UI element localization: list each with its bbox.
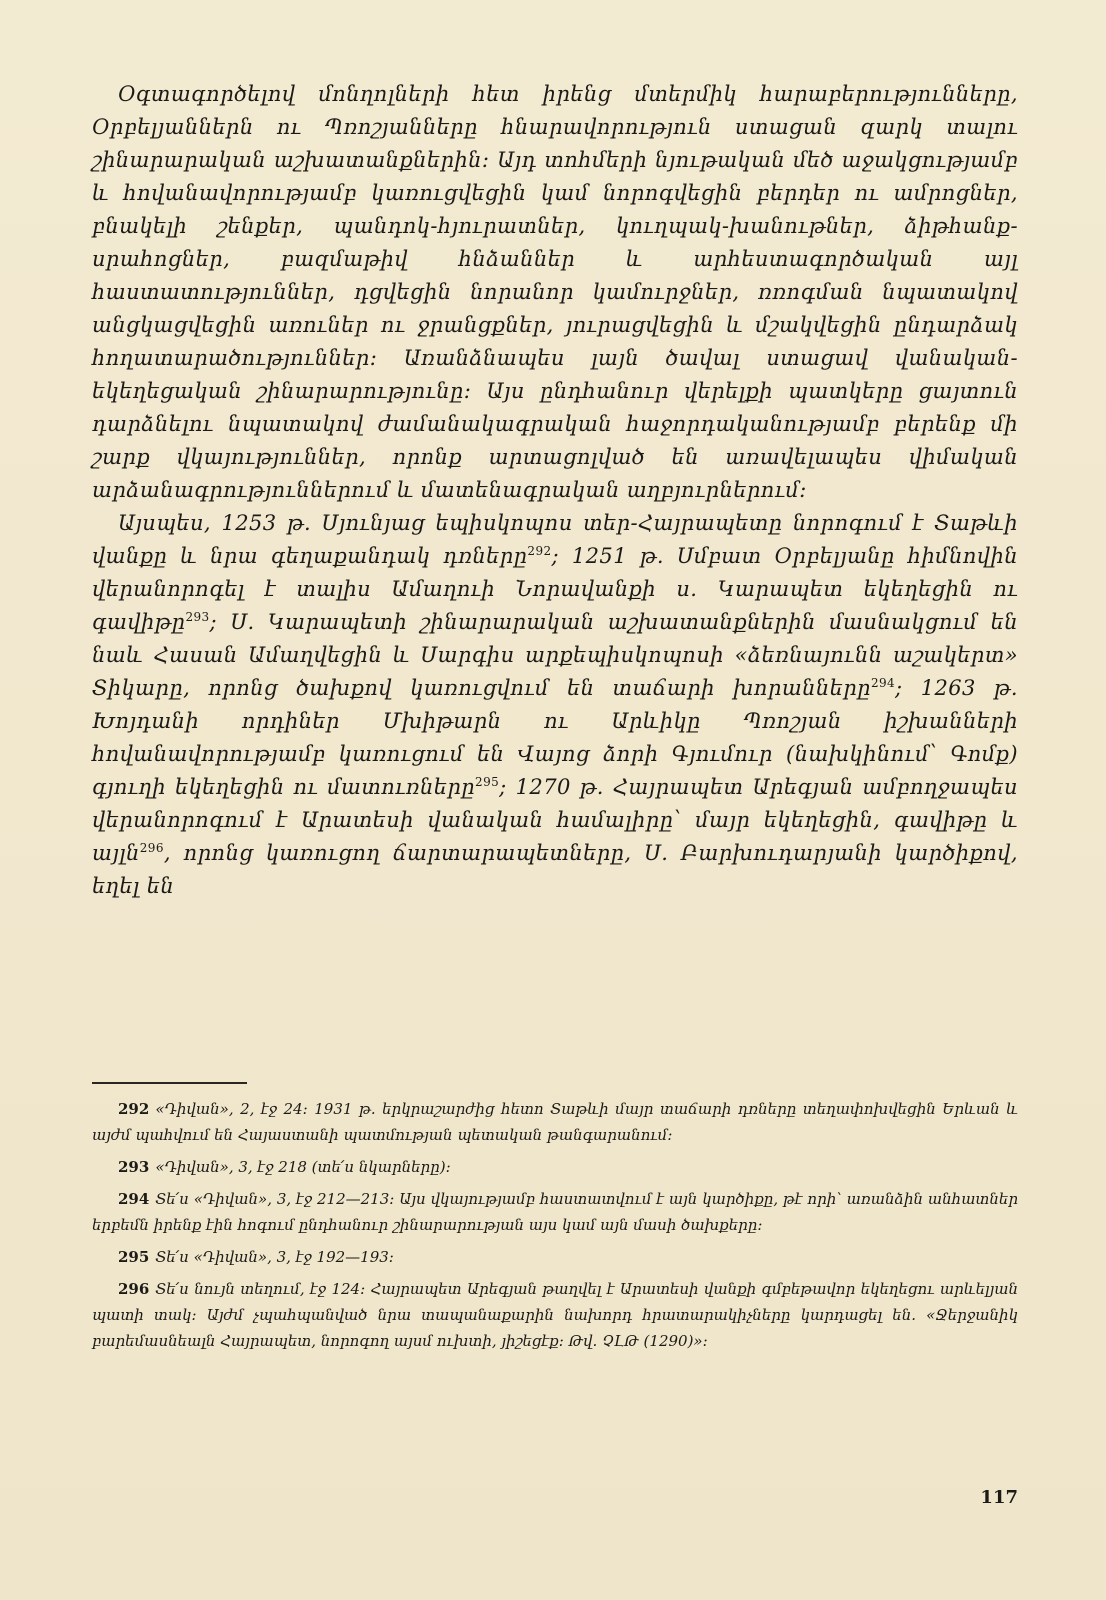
paragraph-2-part-a: 1253 թ. Սյունյաց եպիսկոպոս տեր-Հայրապետը նորոգում է Տաթևի վանքը և նրա գեղաքանդակ դռները — [92, 511, 1018, 568]
paragraph-2-lead: Այսպես, — [118, 511, 211, 535]
footnote-293 — [92, 1154, 1018, 1180]
footnote-number: 296 — [118, 1280, 150, 1298]
footnote-text: Տե՛ս «Դիվան», 3, էջ 192—193։ — [155, 1248, 394, 1266]
paragraph-2: Այսպես, 1253 թ. Սյունյաց եպիսկոպոս տեր-Հայրապետը նորոգում է Տաթևի վանքը և նրա գեղաքանդակ դռները$^{292}$; 1251 թ. Սմբատ Օրբելյանը հիմնովին վերանորոգել է տալիս Ամաղուի Նորավանքի ս. Կարապետ եկեղեցին ու գավիթը$^{293}$; Ս. Կարապետի շինարարական աշխատանքներին մասնակցում են նաև Հասան Ամաղվեցին և Սարգիս արքեպիսկոպոսի «ձեռնայունն աշակերտ» Տիկարը, որոնց ծախքով կառուցվում են տաճարի խորանները$^{294}$; 1263 թ. Խոյդանի որդիներ Մխիթարն ու Արևիկը Պռոշյան իշխանների հովանավորությամբ կառուցում են Վայոց ձորի Գյումուր (նախկինում՝ Գոմք) գյուղի եկեղեցին ու մատուռները$^{295}$; 1270 թ. Հայրապետ Արեգյան ամբողջապես վերանորոգում է Արատեսի վանական համալիրը՝ մայր եկեղեցին, գավիթը և այլն$^{296}$, որոնց կառուցող ճարտարապետները, Ս. Բարխուդարյանի կարծիքով, եղել են — [92, 511, 1018, 898]
footnote-295 — [92, 1244, 1018, 1270]
paragraph-2-part-d: 1263 թ. Խոյդանի որդիներ Մխիթարն ու Արևիկը Պռոշյան իշխանների հովանավորությամբ կառուցում են Վայոց ձորի Գյումուր (նախկինում՝ Գոմք) գյուղի եկեղեցին ու մատուռները — [92, 676, 1018, 799]
footnote-text: «Դիվան», 2, էջ 24։ 1931 թ. երկրաշարժից հետո Տաթևի մայր տաճարի դռները տեղափոխվեցին Երևան և այժմ պահվում են Հայաստանի պատմության պետական թանգարանում։ — [92, 1100, 1018, 1144]
footnote-ref-295[interactable]: 295 — [475, 775, 500, 789]
footnote-ref-294[interactable]: 294 — [870, 676, 896, 690]
footnote-292 — [92, 1096, 1018, 1148]
footnote-294 — [92, 1186, 1018, 1238]
paragraph-2-part-f: , որոնց կառուցող ճարտարապետները, Ս. Բարխուդարյանի կարծիքով, եղել են — [92, 841, 1018, 898]
paragraph-1 — [92, 78, 1018, 507]
footnote-number: 294 — [118, 1190, 150, 1208]
footnote-number: 293 — [118, 1158, 150, 1176]
paragraph-1-text: Օգտագործելով մոնղոլների հետ իրենց մտերմիկ հարաբերությունները, Օրբելյաններն ու Պռոշյանները հնարավորություն ստացան զարկ տալու շինարարական աշխատանքներին։ Այդ տոհմերի նյութական մեծ աջակցությամբ և հովանավորությամբ կառուցվեցին կամ նորոգվեցին բերդեր ու ամրոցներ, բնակելի շենքեր, պանդոկ-հյուրատներ, կուղպակ-խանութներ, ձիթհանք-սրահոցներ, բազմաթիվ հնձաններ և արհեստագործական այլ հաստատություններ, դցվեցին նորանոր կամուրջներ, ռռոգման նպատակով անցկացվեցին առուներ ու ջրանցքներ, յուրացվեցին և մշակվեցին ընդարձակ հողատարածություններ։ Առանձնապես լայն ծավալ ստացավ վանական-եկեղեցական շինարարությունը։ Այս ընդհանուր վերելքի պատկերը ցայտուն դարձնելու նպատակով ժամանակագրական հաջորդականությամբ բերենք մի շարք վկայություններ, որոնք արտացոլված են առավելապես վիմական արձանագրություններում և մատենագրական աղբյուրներում։ — [92, 82, 1018, 502]
footnote-text: «Դիվան», 3, էջ 218 (տե՛ս նկարները)։ — [155, 1158, 451, 1176]
footnote-ref-292[interactable]: 292 — [527, 544, 552, 558]
page-number: 117 — [980, 1487, 1018, 1508]
footnote-divider — [92, 1082, 247, 1084]
footnotes — [92, 1096, 1018, 1360]
footnote-296 — [92, 1276, 1018, 1354]
footnote-text: Տե՛ս նույն տեղում, էջ 124։ Հայրապետ Արեգյան թաղվել է Արատեսի վանքի գմբեթավոր եկեղեցու արևելյան պատի տակ։ Այժմ չպահպանված նրա տապանաքարին նախորդ հրատարակիչները կարդացել են. «Ջերջանիկ բարեմասնեալն Հայրապետ, նորոգող այսմ ուխտի, յիշեցէք։ Թվ. ՉԼԹ (1290)»։ — [92, 1280, 1018, 1350]
footnote-ref-293[interactable]: 293 — [185, 610, 210, 624]
footnote-number: 295 — [118, 1248, 150, 1266]
paragraph-2-part-e: 1270 թ. Հայրապետ Արեգյան ամբողջապես վերանորոգում է Արատեսի վանական համալիրը՝ մայր եկեղեցին, գավիթը և այլն — [92, 775, 1018, 865]
paragraph-2-part-c: Ս. Կարապետի շինարարական աշխատանքներին մասնակցում են նաև Հասան Ամաղվեցին և Սարգիս արքեպիսկոպոսի «ձեռնայունն աշակերտ» Տիկարը, որոնց ծախքով կառուցվում են տաճարի խորանները — [92, 610, 1018, 700]
footnote-text: Տե՛ս «Դիվան», 3, էջ 212—213։ Այս վկայությամբ հաստատվում է այն կարծիքը, թէ որի՝ առանձին անհատներ երբեմն իրենք էին հոգում ընդհանուր շինարարության այս կամ այն մասի ծախքերը։ — [92, 1190, 1018, 1234]
paragraph-2-part-b: 1251 թ. Սմբատ Օրբելյանը հիմնովին վերանորոգել է տալիս Ամաղուի Նորավանքի ս. Կարապետ եկեղեցին ու գավիթը — [92, 544, 1018, 634]
main-text — [92, 78, 1018, 903]
footnote-number: 292 — [118, 1100, 150, 1118]
footnote-ref-296[interactable]: 296 — [139, 841, 164, 855]
